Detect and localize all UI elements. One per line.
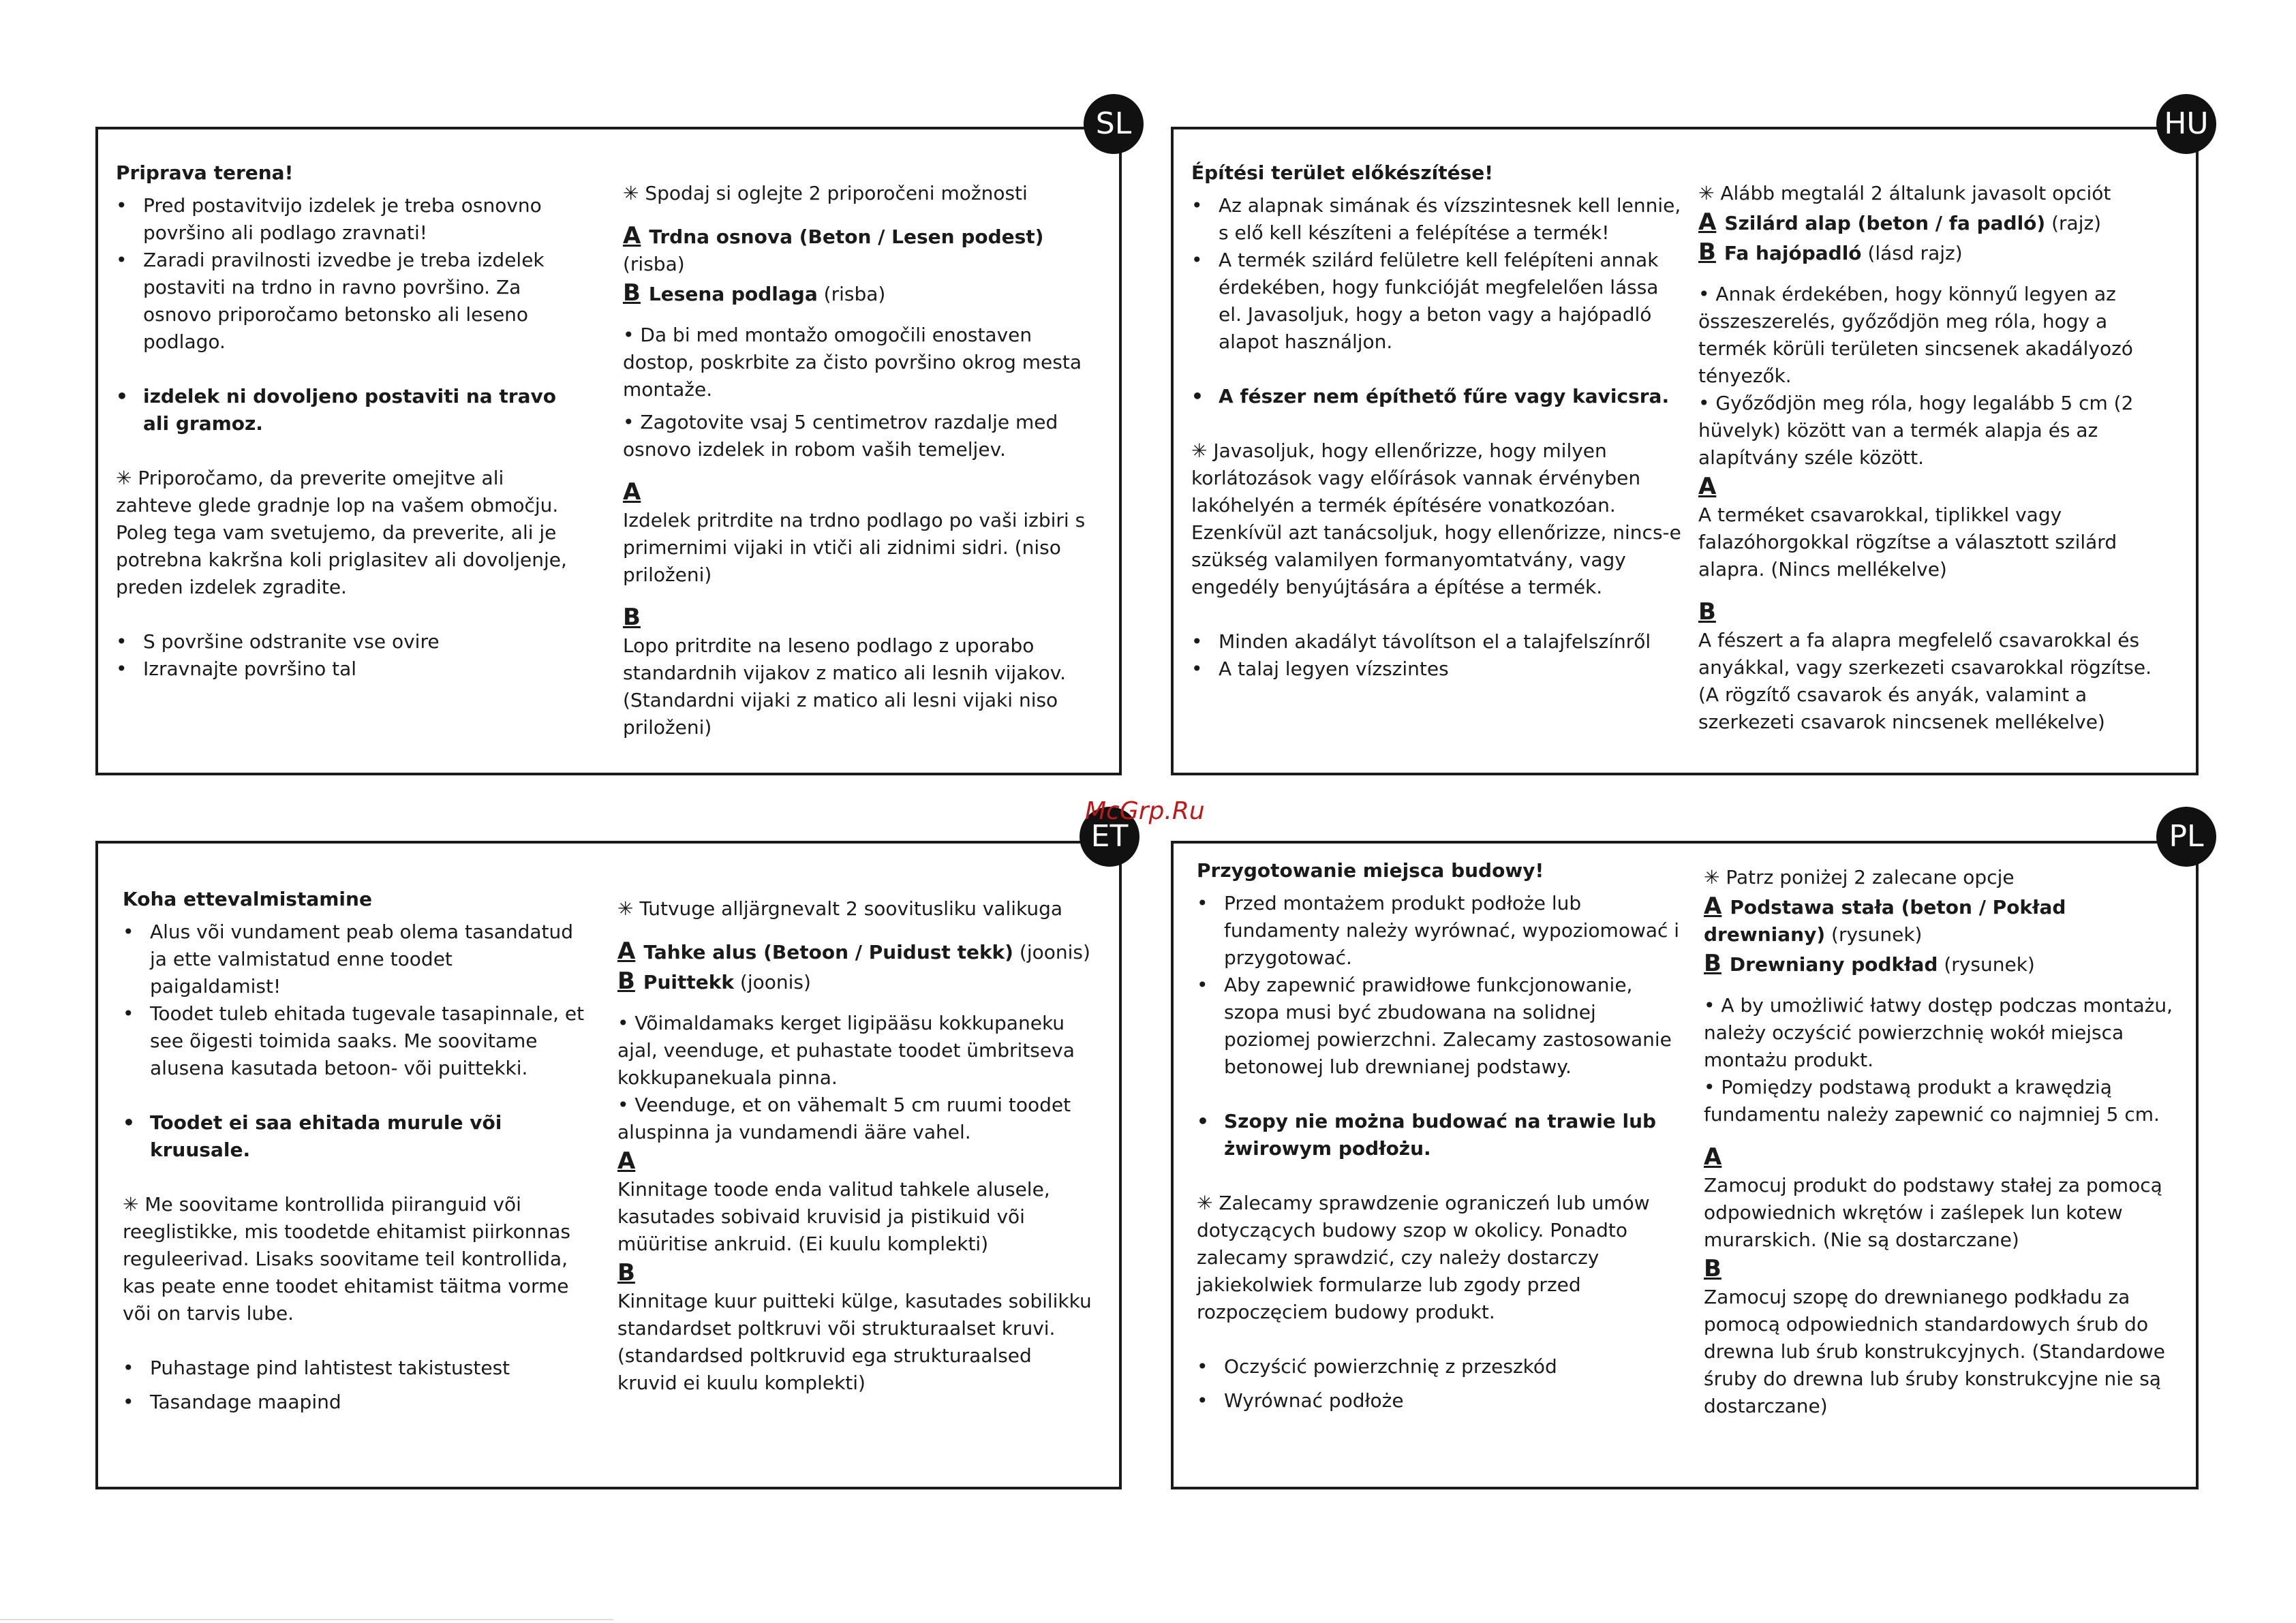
- sl-a-text: Izdelek pritrdite na trdno podlago po vaši izbiri s primernimi vijaki in vtiči ali zidnimi sidri. (niso priloženi): [623, 509, 1086, 586]
- sl-b-text: Lopo pritrdite na leseno podlago z uporabo standardnih vijakov z matico ali lesnih vijakov. (Standardni vijaki z matico ali lesni vijaki niso priloženi): [623, 634, 1067, 739]
- hu-intro: ✳ Alább megtalál 2 általunk javasolt opciót: [1698, 182, 2111, 204]
- hu-bullet-1: • Az alapnak simának és vízszintesnek kell lennie, s elő kell készíteni a felépítése a termék!: [1191, 194, 1681, 244]
- et-note: ✳ Me soovitame kontrollida piiranguid või reeglistikke, mis toodetde ehitamist piirkonnas reguleerivad. Lisaks soovitame teil kontrollida, kas peate enne toodet ehitamist täitma vorme või on tarvis lube.: [123, 1193, 570, 1325]
- badge-sl: SL: [1084, 94, 1144, 154]
- pl-intro: ✳ Patrz poniżej 2 zalecane opcje: [1704, 866, 2015, 888]
- sl-tip-1: • Da bi med montažo omogočili enostaven dostop, poskrbite za čisto površino okrog mesta montaže.: [623, 324, 1082, 401]
- hu-bullet-2: • A termék szilárd felületre kell felépíteni annak érdekében, hogy funkcióját megfelelően lássa el. Javasoljuk, hogy a beton vagy a hajópadló alapot használjon.: [1191, 249, 1659, 353]
- hu-letter-b: B: [1698, 598, 1716, 625]
- pl-tip-2: • Pomiędzy podstawą produkt a krawędzią fundamentu należy zapewnić co najmniej 5 cm.: [1704, 1076, 2160, 1126]
- hu-option-b: B Fa hajópadló (lásd rajz): [1698, 238, 1963, 266]
- sl-option-b: B Lesena podlaga (risba): [623, 279, 886, 307]
- hu-note: ✳ Javasoljuk, hogy ellenőrizze, hogy milyen korlátozások vagy előírások vannak érvényben lakóhelyén a termék építésére vonatkozóan. Ezenkívül azt tanácsoljuk, hogy ellenőrizze, nincs-e szükség valamilyen formanyomtatvány, vagy engedély benyújtására a építése a termék.: [1191, 439, 1681, 598]
- panel-pl: [1171, 841, 2199, 1489]
- asterisk-icon: ✳: [1191, 439, 1208, 462]
- pl-option-b: B Drewniany podkład (rysunek): [1704, 950, 2035, 977]
- hu-a-text: A terméket csavarokkal, tiplikkel vagy falazóhorgokkal rögzítse a választott szilárd alapra. (Nincs mellékelve): [1698, 504, 2117, 581]
- pl-bullet-2: • Aby zapewnić prawidłowe funkcjonowanie, szopa musi być zbudowana na solidnej poziomej powierzchni. Zalecamy zastosowanie betonowej lub drewnianej podstawy.: [1197, 974, 1672, 1078]
- hu-b-text: A fészert a fa alapra megfelelő csavarokkal és anyákkal, vagy szerkezeti csavarokkal rögzítse. (A rögzítő csavarok és anyák, valamint a szerkezeti csavarok nincsenek mellékelve): [1698, 629, 2152, 733]
- badge-et: ET: [1080, 807, 1139, 867]
- et-tip-1: • Võimaldamaks kerget ligipääsu kokkupaneku ajal, veenduge, et puhastate toodet ümbritseva kokkupanekuala pinna.: [617, 1012, 1075, 1089]
- hu-option-a: A Szilárd alap (beton / fa padló) (rajz): [1698, 208, 2102, 236]
- bottom-divider: [0, 1619, 613, 1620]
- et-option-a: A Tahke alus (Betoon / Puidust tekk) (joonis): [617, 938, 1090, 965]
- panel-sl: [95, 127, 1122, 775]
- pl-b-text: Zamocuj szopę do drewnianego podkładu za pomocą odpowiednich standardowych śrub do drewna lub śrub konstrukcyjnych. (Standardowe śruby do drewna lub śruby konstrukcyjne nie są dostarczane): [1704, 1286, 2166, 1417]
- pl-bullet-1: • Przed montażem produkt podłoże lub fundamenty należy wyrównać, wypoziomować i przygotować.: [1197, 892, 1680, 969]
- pl-title: Przygotowanie miejsca budowy!: [1197, 859, 1544, 882]
- badge-pl: PL: [2156, 807, 2216, 867]
- sl-bullet-1: • Pred postavitvijo izdelek je treba osnovno površino ali podlago zravnati!: [116, 194, 542, 244]
- sl-title: Priprava terena!: [116, 161, 294, 184]
- pl-right-column: [1704, 864, 2181, 1420]
- pl-option-a: A Podstawa stała (beton / Pokład drewniany) (rysunek): [1704, 893, 2066, 946]
- asterisk-icon: ✳: [617, 897, 634, 920]
- hu-tip-1: • Annak érdekében, hogy könnyű legyen az összeszerelés, győződjön meg róla, hogy a termék körüli területen sincsenek akadályozó tényezők.: [1698, 283, 2133, 387]
- hu-letter-a: A: [1698, 473, 1717, 500]
- sl-bullet-3: • S površine odstranite vse ovire: [116, 630, 440, 653]
- asterisk-icon: ✳: [1197, 1192, 1213, 1214]
- sl-right-column: [623, 180, 1100, 741]
- et-right-column: [617, 895, 1095, 1397]
- sl-option-a: A Trdna osnova (Beton / Lesen podest) (risba): [623, 222, 1044, 275]
- pl-warning: • Szopy nie można budować na trawie lub żwirowym podłożu.: [1197, 1110, 1657, 1160]
- hu-left-column: [1191, 159, 1682, 683]
- et-bullet-1: • Alus või vundament peab olema tasandatud ja ette valmistatud enne toodet paigaldamist!: [123, 921, 574, 998]
- asterisk-icon: ✳: [1704, 866, 1720, 888]
- hu-tip-2: • Győződjön meg róla, hogy legalább 5 cm (2 hüvelyk) között van a termék alapja és az alapítvány széle között.: [1698, 392, 2134, 469]
- et-title: Koha ettevalmistamine: [123, 888, 372, 910]
- asterisk-icon: ✳: [623, 182, 639, 204]
- et-warning: • Toodet ei saa ehitada murule või kruusale.: [123, 1111, 502, 1161]
- sl-bullet-4: • Izravnajte površino tal: [116, 658, 357, 680]
- sl-letter-b: B: [623, 604, 641, 631]
- pl-tip-1: • A by umożliwić łatwy dostęp podczas montażu, należy oczyścić powierzchnię wokół miejsca montażu produkt.: [1704, 994, 2173, 1071]
- sl-bullet-2: • Zaradi pravilnosti izvedbe je treba izdelek postaviti na trdno in ravno površino. Za osnovo priporočamo betonsko ali leseno podlago.: [116, 249, 545, 353]
- et-letter-a: A: [617, 1147, 636, 1175]
- asterisk-icon: ✳: [123, 1193, 139, 1216]
- asterisk-icon: ✳: [1698, 182, 1715, 204]
- sl-letter-a: A: [623, 478, 641, 506]
- pl-bullet-3: • Oczyścić powierzchnię z przeszkód: [1197, 1355, 1557, 1378]
- pl-letter-b: B: [1704, 1255, 1721, 1282]
- watermark: McGrp.Ru: [1085, 797, 1205, 825]
- pl-bullet-4: • Wyrównać podłoże: [1197, 1389, 1404, 1412]
- pl-note: ✳ Zalecamy sprawdzenie ograniczeń lub umów dotyczących budowy szop w okolicy. Ponadto zalecamy sprawdzić, czy należy dostarczy jakiekolwiek formularze lub zgody przed rozpoczęciem budowy produkt.: [1197, 1192, 1650, 1323]
- sl-left-column: [116, 159, 579, 683]
- pl-letter-a: A: [1704, 1143, 1722, 1171]
- hu-bullet-3: • Minden akadályt távolítson el a talajfelszínről: [1191, 630, 1651, 653]
- hu-bullet-4: • A talaj legyen vízszintes: [1191, 658, 1449, 680]
- et-bullet-2: • Toodet tuleb ehitada tugevale tasapinnale, et see õigesti toimida saaks. Me soovitame alusena kasutada betoon- või puittekki.: [123, 1002, 585, 1079]
- hu-right-column: [1698, 180, 2175, 736]
- hu-title: Építési terület előkészítése!: [1191, 161, 1494, 184]
- asterisk-icon: ✳: [116, 467, 132, 489]
- et-tip-2: • Veenduge, et on vähemalt 5 cm ruumi toodet aluspinna ja vundamendi ääre vahel.: [617, 1094, 1071, 1143]
- pl-a-text: Zamocuj produkt do podstawy stałej za pomocą odpowiednich wkrętów i zaślepek lun kotew murarskich. (Nie są dostarczane): [1704, 1174, 2162, 1251]
- et-letter-b: B: [617, 1259, 635, 1286]
- et-bullet-4: • Tasandage maapind: [123, 1391, 341, 1413]
- panel-hu: [1171, 127, 2199, 775]
- sl-warning: • izdelek ni dovoljeno postaviti na travo ali gramoz.: [116, 385, 556, 435]
- sl-note: ✳ Priporočamo, da preverite omejitve ali zahteve glede gradnje lop na vašem območju. Poleg tega vam svetujemo, da preverite, ali je potrebna kakršna koli priglasitev ali dovoljenje, preden izdelek zgradite.: [116, 467, 567, 598]
- sl-intro: ✳ Spodaj si oglejte 2 priporočeni možnosti: [623, 182, 1028, 204]
- hu-warning: • A fészer nem építhető fűre vagy kavicsra.: [1191, 385, 1670, 407]
- et-left-column: [123, 886, 586, 1416]
- et-intro: ✳ Tutvuge alljärgnevalt 2 soovitusliku valikuga: [617, 897, 1063, 920]
- badge-hu: HU: [2156, 94, 2216, 154]
- et-a-text: Kinnitage toode enda valitud tahkele alusele, kasutades sobivaid kruvisid ja pistikuid või müüritise ankruid. (Ei kuulu komplekti): [617, 1178, 1050, 1255]
- panel-et: [95, 841, 1122, 1489]
- et-option-b: B Puittekk (joonis): [617, 968, 811, 995]
- et-b-text: Kinnitage kuur puitteki külge, kasutades sobilikku standardset poltkruvi või strukturaalset kruvi. (standardsed poltkruvid ega strukturaalsed kruvid ei kuulu komplekti): [617, 1290, 1092, 1394]
- pl-left-column: [1197, 857, 1687, 1415]
- sl-tip-2: • Zagotovite vsaj 5 centimetrov razdalje med osnovo izdelek in robom vaših temeljev.: [623, 411, 1058, 461]
- et-bullet-3: • Puhastage pind lahtistest takistustest: [123, 1357, 510, 1379]
